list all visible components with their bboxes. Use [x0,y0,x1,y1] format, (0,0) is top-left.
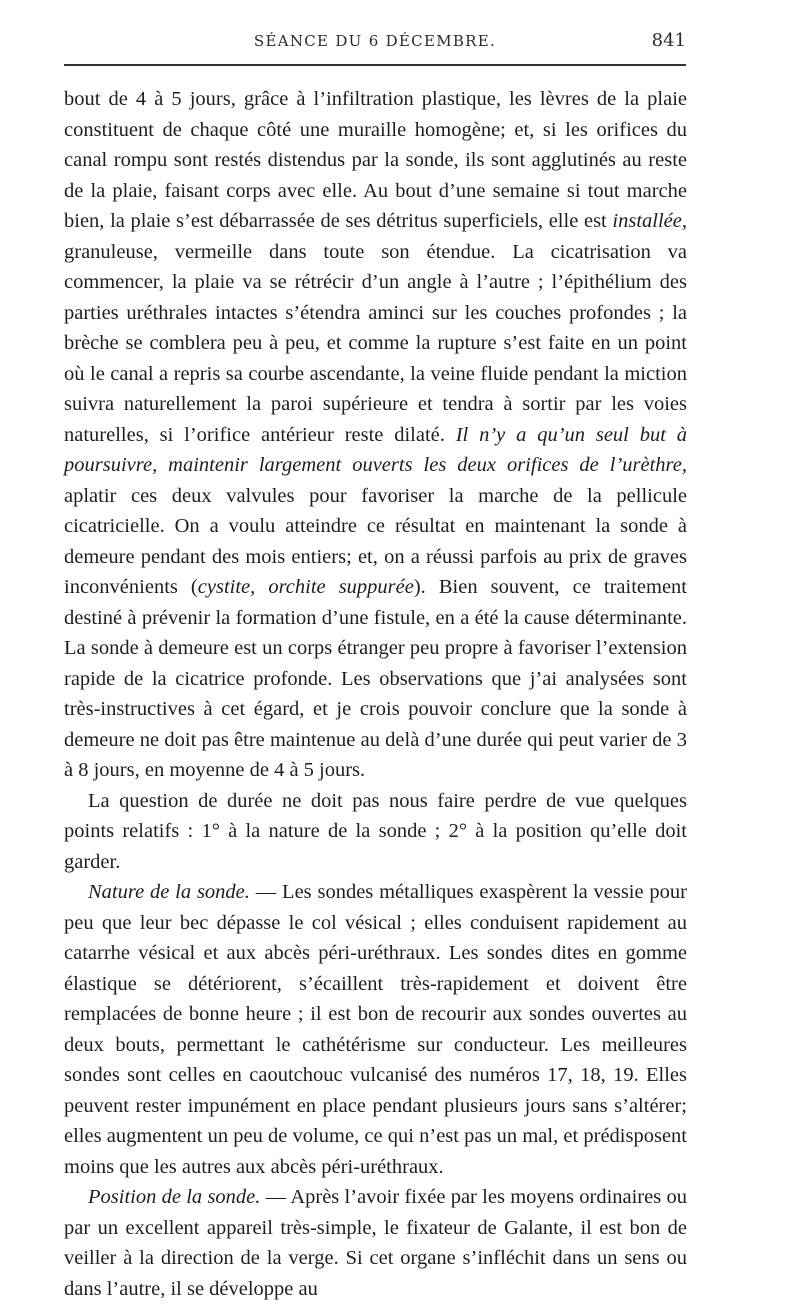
text-run: bout de 4 à 5 jours, grâce à l’infiltration plastique, les lèvres de la plaie constituent de chaque côté une muraille homogène; et, si les orifices du canal rompu sont restés distendus par la sonde, ils sont agglutinés au reste de la plaie, faisant corps avec elle. Au bout d’une semaine si tout marche bien, la plaie s’est débarrassée de ses détritus superficiels, elle est [64,88,687,232]
italic-run: Nature de la sonde. [88,881,250,903]
page-number: 841 [651,30,686,51]
paragraph-position-de-la-sonde [64,1182,687,1304]
paragraph-question-de-duree [64,786,687,878]
text-run: — Les sondes métalliques exaspèrent la vessie pour peu que leur bec dépasse le col vésical ; elles conduisent rapidement au catarrhe vésical et aux abcès péri-uréthraux. Les sondes dites en gomme élastique se détériorent, s’écaillent très-rapidement et doivent être remplacées de bonne heure ; il est bon de recourir aux sondes ouvertes au deux bouts, permettant le cathétérisme sur conducteur. Les meilleures sondes sont celles en caoutchouc vulcanisé des numéros 17, 18, 19. Elles peuvent rester impunément en place pendant plusieurs jours sans s’altérer; elles augmentent un peu de volume, ce qui n’est pas un mal, et prédisposent moins que les autres aux abcès péri-uréthraux. [64,881,687,1178]
paragraph-nature-de-la-sonde [64,877,687,1182]
italic-run: Position de la sonde. [88,1186,261,1208]
text-run: La question de durée ne doit pas nous faire perdre de vue quelques points relatifs : 1° à la nature de la sonde ; 2° à la position qu’elle doit garder. [64,789,687,873]
italic-run: installée, [612,210,687,232]
italic-run: cystite, orchite suppurée [197,576,414,598]
text-run: granuleuse, vermeille dans toute son étendue. La cicatrisation va commencer, la plaie va se rétrécir d’un angle à l’autre ; l’épithélium des parties uréthrales intactes s’étendra aminci sur les couches profondes ; la brèche se comblera peu à peu, et comme la rupture s’est faite en un point où le canal a repris sa courbe ascendante, la veine fluide pendant la miction suivra naturellement la paroi supérieure et tendra à sortir par les voies naturelles, si l’orifice antérieur reste dilaté. [64,240,687,446]
text-run: aplatir ces deux valvules pour favoriser la marche de la pellicule cicatricielle. On a voulu atteindre ce résultat en maintenant la sonde à demeure pendant des mois entiers; et, on a réussi parfois au prix de graves inconvénients ( [64,484,687,598]
text-run: ). Bien souvent, ce traitement destiné à prévenir la formation d’une fistule, en a été la cause déterminante. La sonde à demeure est un corps étranger peu propre à favoriser l’extension rapide de la cicatrice profonde. Les observations que j’ai analysées sont très-instructives à cet égard, et je crois pouvoir conclure que la sonde à demeure ne doit pas être maintenue au delà d’une durée qui peut varier de 3 à 8 jours, en moyenne de 4 à 5 jours. [64,576,687,781]
italic-run: Il n’y a qu’un seul but à poursuivre, maintenir largement ouverts les deux orifices de l’urèthre, [64,423,688,476]
text-run: — Après l’avoir fixée par les moyens ordinaires ou par un excellent appareil très-simple, le fixateur de Galante, il est bon de veiller à la direction de la verge. Si cet organe s’infléchit dans un sens ou dans l’autre, il se développe au [64,1186,687,1300]
running-title: SÉANCE DU 6 DÉCEMBRE. [253,32,497,50]
header-rule [64,64,686,66]
running-head [64,30,686,56]
body-text [64,84,687,1304]
paragraph-sonde-a-demeure [64,84,687,786]
